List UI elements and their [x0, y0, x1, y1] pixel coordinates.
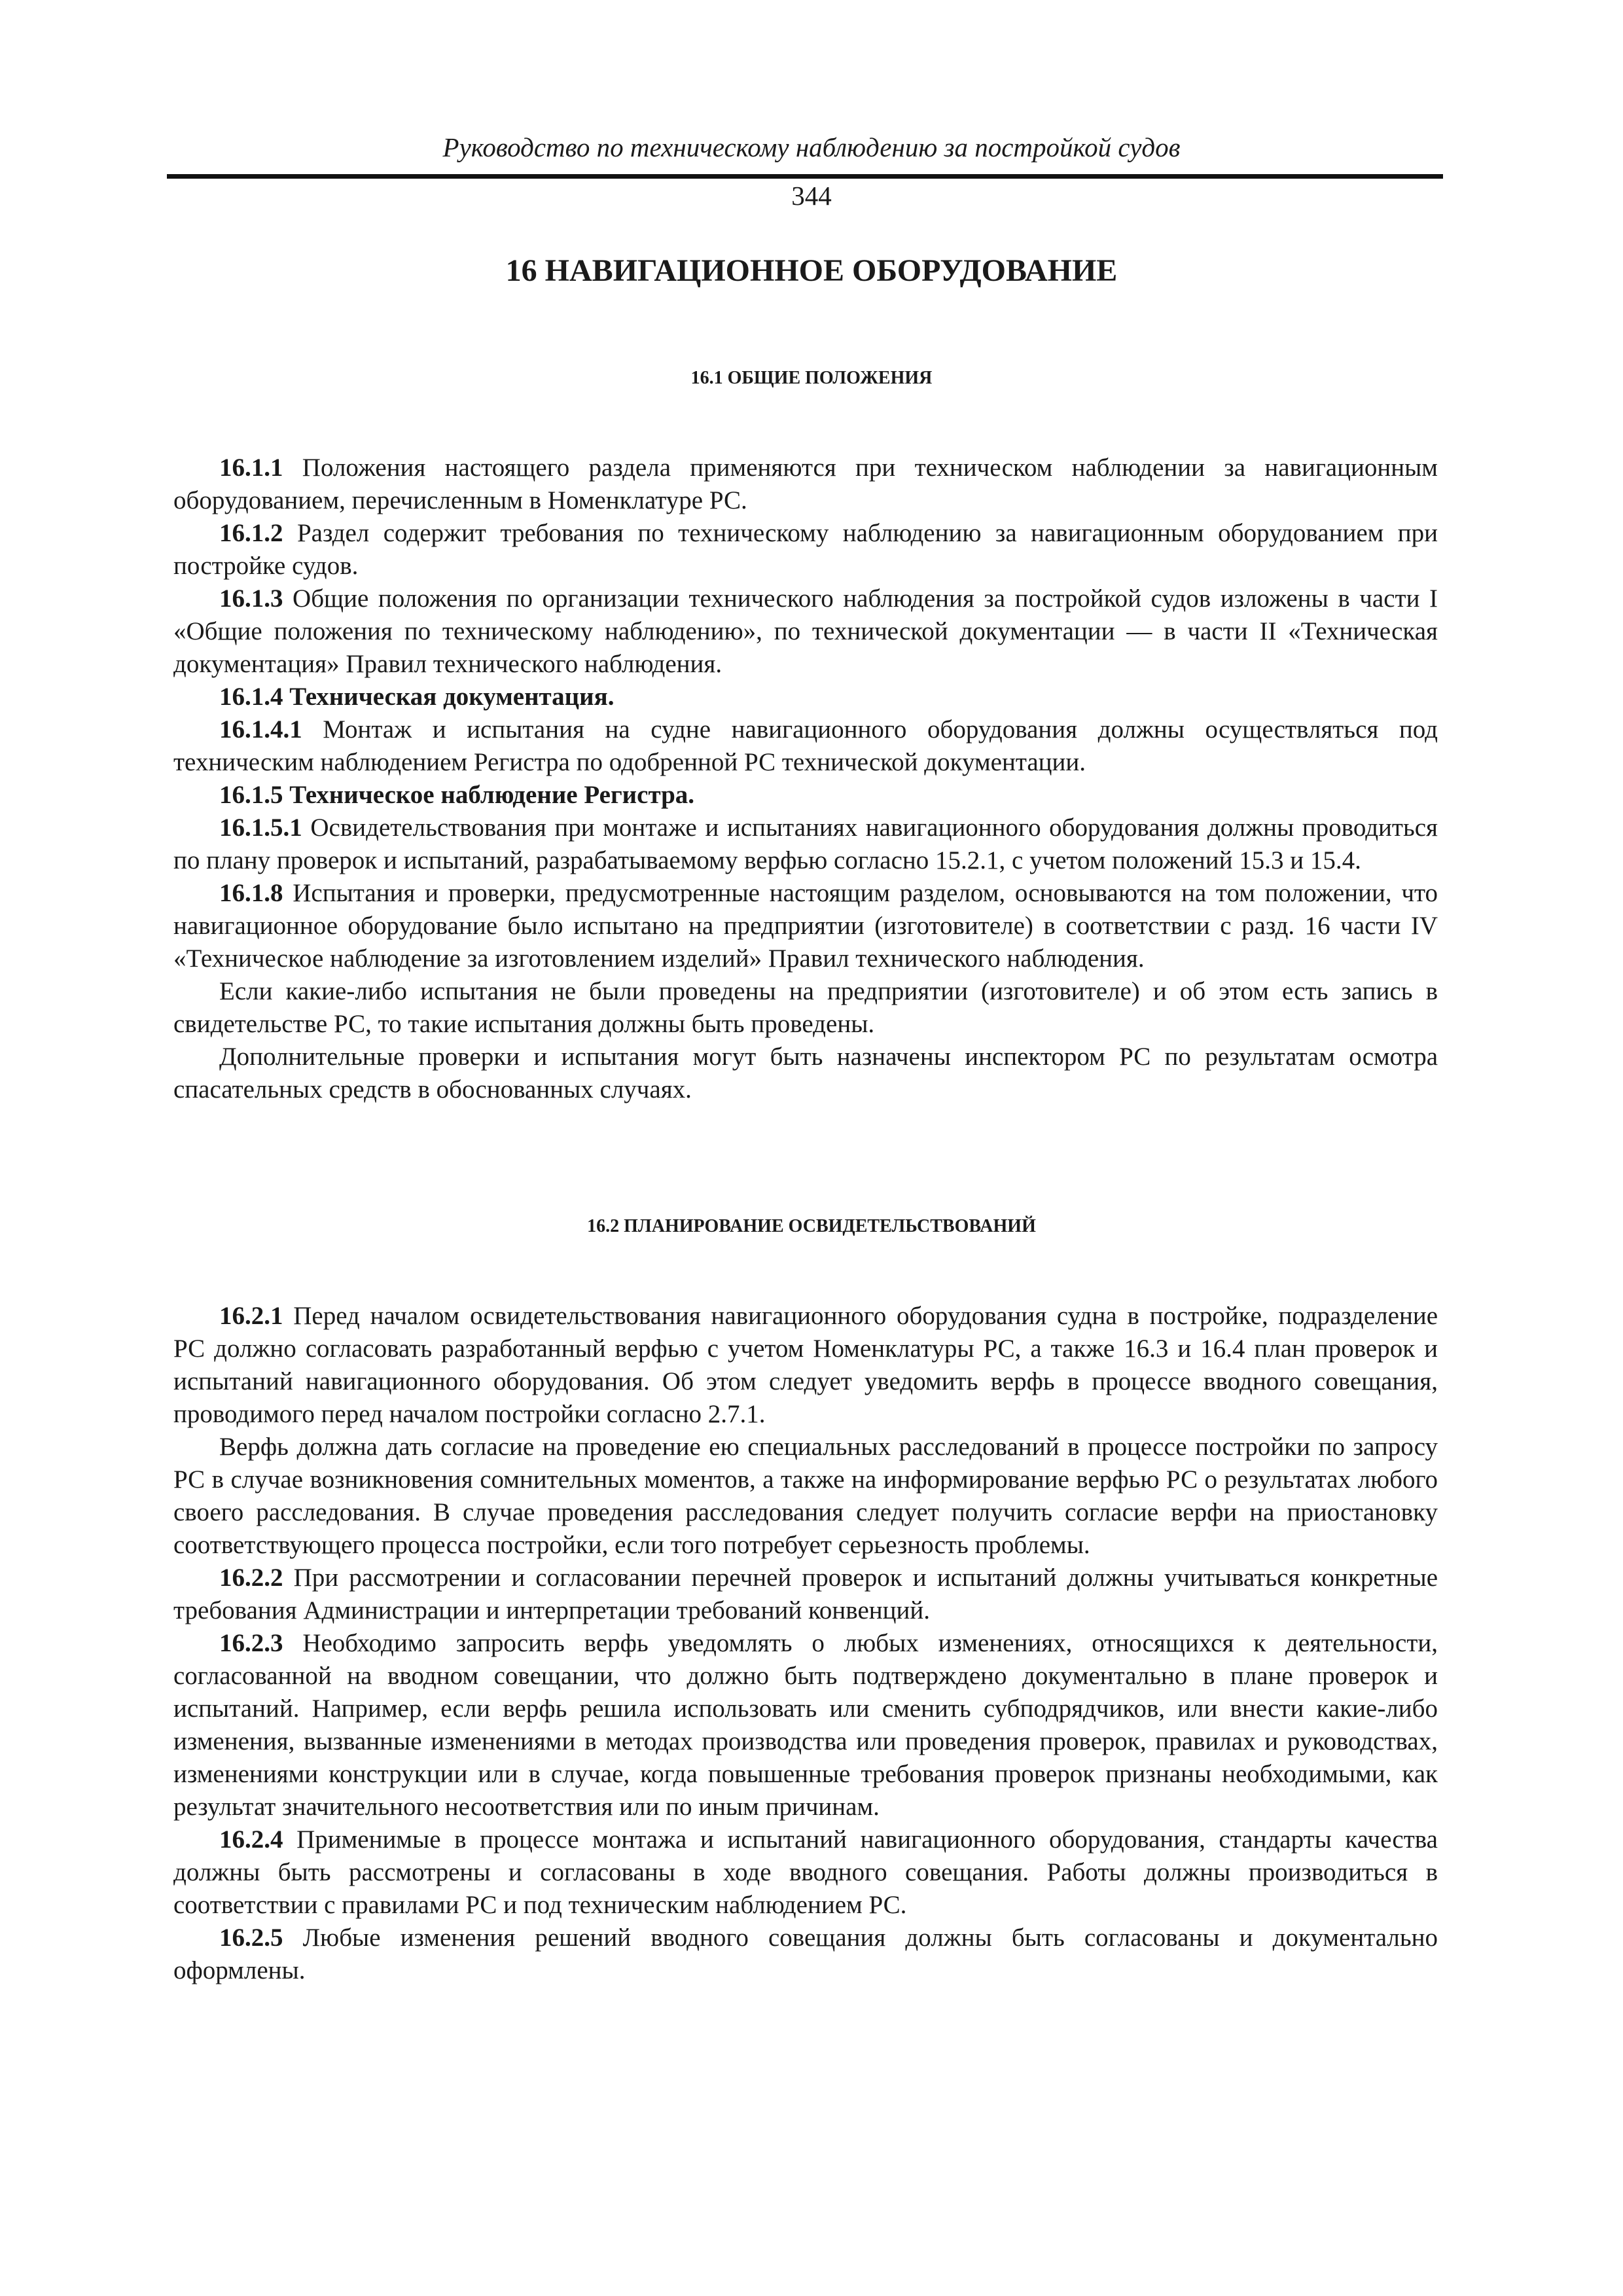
- clause-text: Необходимо запросить верфь уведомлять о любых изменениях, относящихся к деятельности, согласованной на вводном совещании, что должно быть подтверждено документально в плане проверок и испытаний. Например, если верфь решила использовать или сменить субподрядчиков, или внести какие-либо изменения, вызванные изменениями в методах производства или проведения проверок, правилах и руководствах, изменениями конструкции или в случае, когда повышенные требования проверок признаны необходимыми, как результат значительного несоответствия или по иным причинам.: [173, 1629, 1438, 1821]
- section-16-2-body: [173, 1300, 1438, 1987]
- paragraph-16-1-2: [173, 517, 1438, 583]
- clause-text: Применимые в процессе монтажа и испытаний навигационного оборудования, стандарты качества должны быть рассмотрены и согласованы в ходе вводного совещания. Работы должны производиться в соответствии с правилами РС и под техническим наблюдением РС.: [173, 1825, 1438, 1919]
- clause-text: Испытания и проверки, предусмотренные настоящим разделом, основываются на том положении, что навигационное оборудование было испытано на предприятии (изготовителе) в соответствии с разд. 16 части IV «Техническое наблюдение за изготовлением изделий» Правил технического наблюдения.: [173, 879, 1438, 973]
- clause-number: 16.2.1: [219, 1302, 283, 1330]
- clause-text: Если какие-либо испытания не были проведены на предприятии (изготовителе) и об этом есть запись в свидетельстве РС, то такие испытания должны быть проведены.: [173, 977, 1438, 1038]
- clause-number: 16.1.1: [219, 454, 283, 482]
- paragraph-16-2-2: [173, 1562, 1438, 1627]
- clause-number: 16.1.4.1: [219, 715, 302, 744]
- clause-text: Общие положения по организации технического наблюдения за постройкой судов изложены в части I «Общие положения по техническому наблюдению», по технической документации — в части II «Техническая документация» Правил технического наблюдения.: [173, 584, 1438, 678]
- clause-number: 16.1.3: [219, 584, 283, 613]
- paragraph-16-1-4-1: [173, 713, 1438, 779]
- paragraph-16-1-1: [173, 452, 1438, 517]
- chapter-title: 16 НАВИГАЦИОННОЕ ОБОРУДОВАНИЕ: [505, 253, 1118, 288]
- paragraph-16-1-8-note-2: [173, 1041, 1438, 1106]
- clause-number: 16.1.5.1: [219, 814, 302, 842]
- subheading-16-1-5: [173, 779, 1438, 812]
- section-16-1-body: [173, 452, 1438, 1106]
- clause-number: 16.2.2: [219, 1564, 283, 1592]
- clause-number: 16.2.4: [219, 1825, 283, 1854]
- clause-text: Раздел содержит требования по техническому наблюдению за навигационным оборудованием при постройке судов.: [173, 519, 1438, 580]
- clause-number: 16.1.2: [219, 519, 283, 547]
- clause-heading: 16.1.5 Техническое наблюдение Регистра.: [219, 781, 695, 809]
- header-rule: [167, 174, 1443, 179]
- page-number: 344: [791, 181, 832, 211]
- clause-text: Перед началом освидетельствования навигационного оборудования судна в постройке, подразделение РС должно согласовать разработанный верфью с учетом Номенклатуры РС, а также 16.3 и 16.4 план проверок и испытаний навигационного оборудования. Об этом следует уведомить верфь в процессе вводного совещания, проводимого перед началом постройки согласно 2.7.1.: [173, 1302, 1438, 1428]
- paragraph-16-2-3: [173, 1627, 1438, 1823]
- clause-text: Дополнительные проверки и испытания могут быть назначены инспектором РС по результатам осмотра спасательных средств в обоснованных случаях.: [173, 1043, 1438, 1103]
- clause-number: 16.2.3: [219, 1629, 283, 1657]
- paragraph-16-2-1: [173, 1300, 1438, 1431]
- running-header: Руководство по техническому наблюдению за постройкой судов: [442, 132, 1181, 162]
- clause-text: Освидетельствования при монтаже и испытаниях навигационного оборудования должны проводиться по плану проверок и испытаний, разрабатываемому верфью согласно 15.2.1, с учетом положений 15.3 и 15.4.: [173, 814, 1438, 874]
- section-heading-16-2: 16.2 ПЛАНИРОВАНИЕ ОСВИДЕТЕЛЬСТВОВАНИЙ: [587, 1216, 1036, 1236]
- paragraph-16-1-8-note-1: [173, 975, 1438, 1041]
- clause-number: 16.1.8: [219, 879, 283, 907]
- paragraph-16-2-5: [173, 1922, 1438, 1987]
- clause-text: Верфь должна дать согласие на проведение ею специальных расследований в процессе постройки по запросу РС в случае возникновения сомнительных моментов, а также на информирование верфью РС о результатах любого своего расследования. В случае проведения расследования следует получить согласие верфи на приостановку соответствующего процесса постройки, если того потребует серьезность проблемы.: [173, 1433, 1438, 1559]
- clause-heading: 16.1.4 Техническая документация.: [219, 683, 615, 711]
- paragraph-16-1-5-1: [173, 812, 1438, 877]
- clause-text: Положения настоящего раздела применяются при техническом наблюдении за навигационным оборудованием, перечисленным в Номенклатуре РС.: [173, 454, 1438, 514]
- clause-number: 16.2.5: [219, 1924, 283, 1952]
- paragraph-16-2-1-cont: [173, 1431, 1438, 1562]
- clause-text: При рассмотрении и согласовании перечней проверок и испытаний должны учитываться конкретные требования Администрации и интерпретации требований конвенций.: [173, 1564, 1438, 1624]
- paragraph-16-1-3: [173, 583, 1438, 681]
- paragraph-16-1-8: [173, 877, 1438, 975]
- clause-text: Монтаж и испытания на судне навигационного оборудования должны осуществляться под техническим наблюдением Регистра по одобренной РС технической документации.: [173, 715, 1438, 776]
- section-heading-16-1: 16.1 ОБЩИЕ ПОЛОЖЕНИЯ: [690, 368, 933, 388]
- clause-text: Любые изменения решений вводного совещания должны быть согласованы и документально оформлены.: [173, 1924, 1438, 1984]
- paragraph-16-2-4: [173, 1823, 1438, 1922]
- subheading-16-1-4: [173, 681, 1438, 713]
